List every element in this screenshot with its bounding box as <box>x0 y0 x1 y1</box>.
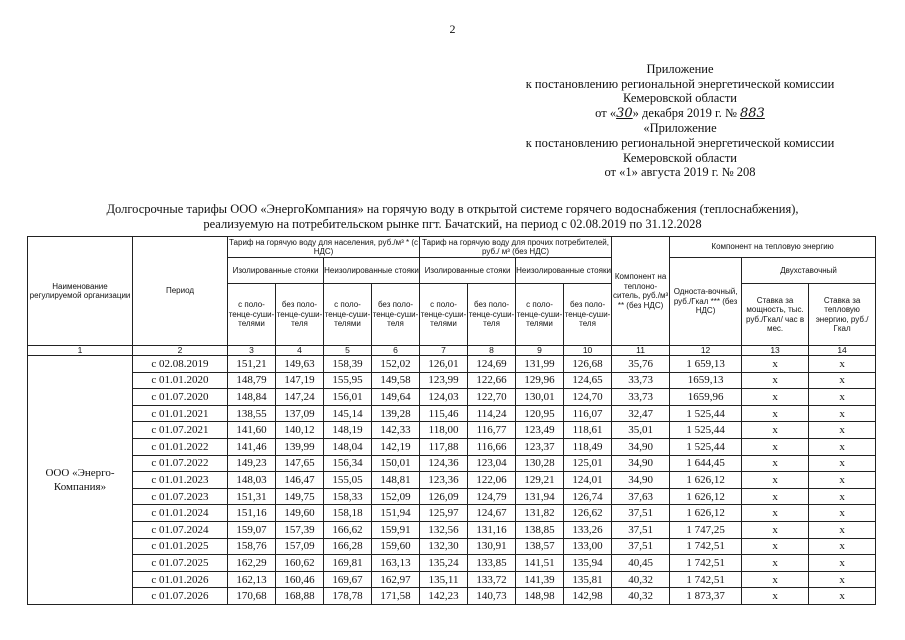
header-with-towel: с поло-тенце-суши-телями <box>516 284 564 346</box>
table-cell: х <box>742 405 809 422</box>
table-cell: 124,36 <box>420 455 468 472</box>
table-cell: 171,58 <box>372 588 420 605</box>
table-cell: 1 742,51 <box>670 555 742 572</box>
period-cell: с 01.01.2024 <box>133 505 228 522</box>
table-cell: 1 747,25 <box>670 521 742 538</box>
table-cell: х <box>742 455 809 472</box>
table-cell: 149,75 <box>276 488 324 505</box>
table-cell: 132,56 <box>420 521 468 538</box>
table-cell: 133,00 <box>564 538 612 555</box>
period-cell: с 01.01.2020 <box>133 372 228 389</box>
table-cell: 124,67 <box>468 505 516 522</box>
table-cell: 142,23 <box>420 588 468 605</box>
header-one-rate: Односта-вочный, руб./Гкал *** (без НДС) <box>670 258 742 346</box>
table-cell: 35,76 <box>612 356 670 373</box>
table-cell: 152,09 <box>372 488 420 505</box>
header-heat-carrier: Компонент на теплоно-ситель, руб./м³ ** (без НДС) <box>612 237 670 346</box>
table-cell: 1 626,12 <box>670 505 742 522</box>
table-cell: х <box>742 538 809 555</box>
table-row <box>28 521 876 538</box>
table-row <box>28 472 876 489</box>
header-tariff-population: Тариф на горячую воду для населения, руб./м³ * (с НДС) <box>229 237 418 256</box>
table-cell: 151,21 <box>228 356 276 373</box>
period-cell: с 01.07.2025 <box>133 555 228 572</box>
header-tariff-other: Тариф на горячую воду для прочих потребителей, руб./ м³ (без НДС) <box>420 237 612 258</box>
table-cell: х <box>742 372 809 389</box>
table-cell: 146,47 <box>276 472 324 489</box>
table-cell: 1 525,44 <box>670 405 742 422</box>
table-cell: 33,73 <box>612 389 670 406</box>
table-cell: 162,13 <box>228 571 276 588</box>
page-number: 2 <box>449 22 456 36</box>
table-cell: х <box>742 438 809 455</box>
table-cell: 124,03 <box>420 389 468 406</box>
table-cell: 142,19 <box>372 438 420 455</box>
table-row <box>28 438 876 455</box>
column-number: 14 <box>809 346 876 356</box>
table-cell: х <box>742 555 809 572</box>
table-cell: 157,39 <box>276 521 324 538</box>
table-cell: 147,19 <box>276 372 324 389</box>
table-cell: 148,98 <box>516 588 564 605</box>
header-with-towel: с поло-тенце-суши-телями <box>420 284 468 346</box>
table-cell: х <box>809 521 876 538</box>
table-cell: х <box>809 571 876 588</box>
table-cell: 140,12 <box>276 422 324 439</box>
table-cell: 1659,96 <box>670 389 742 406</box>
table-cell: 142,98 <box>564 588 612 605</box>
table-cell: 40,32 <box>612 588 670 605</box>
table-cell: 166,62 <box>324 521 372 538</box>
table-cell: 124,69 <box>468 356 516 373</box>
column-number: 9 <box>516 346 564 356</box>
header-period: Период <box>133 237 228 346</box>
table-cell: 122,06 <box>468 472 516 489</box>
table-row <box>28 422 876 439</box>
column-number: 3 <box>228 346 276 356</box>
table-cell: 131,99 <box>516 356 564 373</box>
table-row <box>28 356 876 373</box>
table-cell: 1 659,13 <box>670 356 742 373</box>
table-cell: 159,07 <box>228 521 276 538</box>
table-cell: 138,55 <box>228 405 276 422</box>
table-cell: 145,14 <box>324 405 372 422</box>
table-cell: 130,28 <box>516 455 564 472</box>
table-cell: 159,60 <box>372 538 420 555</box>
annex-title: Приложение <box>646 62 714 76</box>
table-row <box>28 372 876 389</box>
table-row <box>28 555 876 572</box>
table-cell: 1 742,51 <box>670 571 742 588</box>
table-cell: 157,09 <box>276 538 324 555</box>
header-energy-rate: Ставка за тепловую энергию, руб./Гкал <box>809 284 876 346</box>
column-number: 11 <box>612 346 670 356</box>
table-cell: 40,45 <box>612 555 670 572</box>
table-row <box>28 455 876 472</box>
table-cell: 148,03 <box>228 472 276 489</box>
table-cell: 126,62 <box>564 505 612 522</box>
table-cell: 37,51 <box>612 505 670 522</box>
period-cell: с 02.08.2019 <box>133 356 228 373</box>
table-cell: х <box>742 472 809 489</box>
table-cell: 149,63 <box>276 356 324 373</box>
title-line-2: реализуемую на потребительском рынке пгт. Бачатский, на период с 02.08.2019 по 31.12.2028 <box>203 216 702 231</box>
table-cell: 131,94 <box>516 488 564 505</box>
table-body <box>28 356 876 605</box>
table-cell: х <box>809 588 876 605</box>
table-cell: 135,11 <box>420 571 468 588</box>
column-number-row <box>28 346 876 356</box>
period-cell: с 01.07.2024 <box>133 521 228 538</box>
table-cell: 35,01 <box>612 422 670 439</box>
table-cell: 150,01 <box>372 455 420 472</box>
prev-annex-resolution-line: к постановлению региональной энергетической комиссии <box>525 135 835 150</box>
table-cell: 140,73 <box>468 588 516 605</box>
column-number: 8 <box>468 346 516 356</box>
table-cell: 139,28 <box>372 405 420 422</box>
prev-annex-date-line: от «1» августа 2019 г. № 208 <box>604 165 756 180</box>
table-cell: 126,09 <box>420 488 468 505</box>
table-cell: 114,24 <box>468 405 516 422</box>
table-cell: 158,76 <box>228 538 276 555</box>
table-cell: 169,67 <box>324 571 372 588</box>
table-cell: 147,65 <box>276 455 324 472</box>
table-cell: х <box>742 356 809 373</box>
table-cell: 155,05 <box>324 472 372 489</box>
table-cell: 120,95 <box>516 405 564 422</box>
table-cell: х <box>809 488 876 505</box>
table-cell: 123,99 <box>420 372 468 389</box>
header-isolated: Изолированные стояки <box>420 258 516 284</box>
table-cell: 141,51 <box>516 555 564 572</box>
header-nonisolated: Неизолированные стояки <box>324 258 420 284</box>
table-row <box>28 488 876 505</box>
table-cell: 124,70 <box>564 389 612 406</box>
table-cell: 148,04 <box>324 438 372 455</box>
prev-annex-title: «Приложение <box>643 121 717 136</box>
table-cell: 131,82 <box>516 505 564 522</box>
table-cell: 139,99 <box>276 438 324 455</box>
table-cell: 1 626,12 <box>670 488 742 505</box>
table-cell: 149,58 <box>372 372 420 389</box>
table-cell: 135,94 <box>564 555 612 572</box>
header-isolated: Изолированные стояки <box>228 258 324 284</box>
table-cell: х <box>742 571 809 588</box>
table-cell: 133,26 <box>564 521 612 538</box>
table-cell: 123,36 <box>420 472 468 489</box>
period-cell: с 01.01.2022 <box>133 438 228 455</box>
column-number: 6 <box>372 346 420 356</box>
table-row <box>28 571 876 588</box>
period-cell: с 01.01.2025 <box>133 538 228 555</box>
period-cell: с 01.01.2021 <box>133 405 228 422</box>
table-cell: 33,73 <box>612 372 670 389</box>
table-cell: 122,66 <box>468 372 516 389</box>
header-without-towel: без поло-тенце-суши-теля <box>564 284 612 346</box>
table-cell: 125,01 <box>564 455 612 472</box>
period-cell: с 01.01.2023 <box>133 472 228 489</box>
table-cell: 148,84 <box>228 389 276 406</box>
table-row <box>28 505 876 522</box>
annex-resolution-line: к постановлению региональной энергетической комиссии <box>525 76 835 91</box>
header-heat-energy: Компонент на тепловую энергию <box>670 237 876 258</box>
table-cell: 115,46 <box>420 405 468 422</box>
table-cell: 122,70 <box>468 389 516 406</box>
table-cell: 1 644,45 <box>670 455 742 472</box>
table-cell: 1659,13 <box>670 372 742 389</box>
table-cell: 156,34 <box>324 455 372 472</box>
table-cell: 141,60 <box>228 422 276 439</box>
table-cell: х <box>742 588 809 605</box>
table-cell: 123,04 <box>468 455 516 472</box>
table-cell: 124,79 <box>468 488 516 505</box>
table-cell: 158,18 <box>324 505 372 522</box>
table-cell: 138,85 <box>516 521 564 538</box>
table-cell: 123,49 <box>516 422 564 439</box>
table-cell: 126,68 <box>564 356 612 373</box>
table-cell: х <box>809 405 876 422</box>
table-cell: 141,39 <box>516 571 564 588</box>
table-cell: 148,79 <box>228 372 276 389</box>
table-cell: 118,61 <box>564 422 612 439</box>
column-number: 1 <box>28 346 133 356</box>
table-row <box>28 588 876 605</box>
table-cell: 160,46 <box>276 571 324 588</box>
column-number: 5 <box>324 346 372 356</box>
table-cell: 151,94 <box>372 505 420 522</box>
table-cell: х <box>809 455 876 472</box>
tariff-table <box>27 236 876 605</box>
table-cell: 125,97 <box>420 505 468 522</box>
header-org: Наименование регулируемой организации <box>28 237 133 346</box>
annex-date-line: от «30» декабря 2019 г. № 883 <box>595 105 765 121</box>
table-cell: 129,21 <box>516 472 564 489</box>
table-cell: 32,47 <box>612 405 670 422</box>
header-nonisolated: Неизолированные стояки <box>516 258 612 284</box>
table-cell: 124,01 <box>564 472 612 489</box>
table-cell: 133,85 <box>468 555 516 572</box>
table-cell: х <box>742 488 809 505</box>
table-cell: 118,49 <box>564 438 612 455</box>
table-cell: х <box>809 422 876 439</box>
table-cell: 148,19 <box>324 422 372 439</box>
table-cell: 132,30 <box>420 538 468 555</box>
table-cell: 131,16 <box>468 521 516 538</box>
table-cell: 160,62 <box>276 555 324 572</box>
table-cell: х <box>809 372 876 389</box>
table-cell: 1 742,51 <box>670 538 742 555</box>
org-name-cell: ООО «Энерго-Компания» <box>28 356 133 605</box>
table-cell: 40,32 <box>612 571 670 588</box>
header-without-towel: без поло-тенце-суши-теля <box>276 284 324 346</box>
table-cell: 117,88 <box>420 438 468 455</box>
table-cell: 159,91 <box>372 521 420 538</box>
table-cell: 151,16 <box>228 505 276 522</box>
period-cell: с 01.01.2026 <box>133 571 228 588</box>
header-without-towel: без поло-тенце-суши-теля <box>372 284 420 346</box>
column-number: 13 <box>742 346 809 356</box>
table-cell: 158,33 <box>324 488 372 505</box>
table-cell: х <box>742 422 809 439</box>
table-cell: 178,78 <box>324 588 372 605</box>
table-cell: 156,01 <box>324 389 372 406</box>
title-line-1: Долгосрочные тарифы ООО «ЭнергоКомпания» на горячую воду в открытой системе горячего водоснабжения (теплоснабжения), <box>106 202 799 216</box>
table-cell: х <box>809 538 876 555</box>
table-cell: 116,77 <box>468 422 516 439</box>
table-cell: 135,81 <box>564 571 612 588</box>
column-number: 4 <box>276 346 324 356</box>
table-cell: 155,95 <box>324 372 372 389</box>
table-cell: 123,37 <box>516 438 564 455</box>
document-title <box>0 202 905 231</box>
column-number: 10 <box>564 346 612 356</box>
table-cell: 1 525,44 <box>670 438 742 455</box>
table-cell: 138,57 <box>516 538 564 555</box>
table-cell: х <box>809 389 876 406</box>
table-cell: 168,88 <box>276 588 324 605</box>
header-without-towel: без поло-тенце-суши-теля <box>468 284 516 346</box>
table-cell: 34,90 <box>612 455 670 472</box>
table-cell: 152,02 <box>372 356 420 373</box>
annex-region-line: Кемеровской области <box>622 91 738 106</box>
handwritten-day: 30 <box>616 105 633 121</box>
table-cell: 1 525,44 <box>670 422 742 439</box>
table-cell: 149,64 <box>372 389 420 406</box>
table-cell: 166,28 <box>324 538 372 555</box>
table-cell: 158,39 <box>324 356 372 373</box>
table-cell: 141,46 <box>228 438 276 455</box>
table-cell: 126,01 <box>420 356 468 373</box>
table-cell: 162,97 <box>372 571 420 588</box>
header-power-rate: Ставка за мощность, тыс. руб./Гкал/ час в мес. <box>742 284 809 346</box>
table-cell: х <box>742 521 809 538</box>
table-cell: 163,13 <box>372 555 420 572</box>
table-cell: 37,63 <box>612 488 670 505</box>
period-cell: с 01.07.2020 <box>133 389 228 406</box>
period-cell: с 01.07.2023 <box>133 488 228 505</box>
table-row <box>28 405 876 422</box>
table-row <box>28 538 876 555</box>
table-cell: 129,96 <box>516 372 564 389</box>
table-cell: 170,68 <box>228 588 276 605</box>
table-cell: 151,31 <box>228 488 276 505</box>
table-cell: х <box>742 505 809 522</box>
header-with-towel: с поло-тенце-суши-телями <box>228 284 276 346</box>
column-number: 2 <box>133 346 228 356</box>
table-cell: х <box>809 472 876 489</box>
table-cell: 124,65 <box>564 372 612 389</box>
table-cell: 137,09 <box>276 405 324 422</box>
column-number: 7 <box>420 346 468 356</box>
column-number: 12 <box>670 346 742 356</box>
table-cell: х <box>742 389 809 406</box>
period-cell: с 01.07.2026 <box>133 588 228 605</box>
table-cell: 148,81 <box>372 472 420 489</box>
table-cell: 147,24 <box>276 389 324 406</box>
prev-annex-region-line: Кемеровской области <box>622 150 738 165</box>
table-cell: х <box>809 356 876 373</box>
table-cell: 133,72 <box>468 571 516 588</box>
table-cell: 37,51 <box>612 538 670 555</box>
table-cell: х <box>809 505 876 522</box>
handwritten-number: 883 <box>740 105 765 121</box>
table-cell: 130,91 <box>468 538 516 555</box>
table-cell: 37,51 <box>612 521 670 538</box>
table-cell: 116,07 <box>564 405 612 422</box>
table-cell: 1 873,37 <box>670 588 742 605</box>
table-cell: 130,01 <box>516 389 564 406</box>
table-cell: 118,00 <box>420 422 468 439</box>
table-cell: 142,33 <box>372 422 420 439</box>
table-cell: 169,81 <box>324 555 372 572</box>
table-cell: 116,66 <box>468 438 516 455</box>
table-row <box>28 389 876 406</box>
table-cell: 1 626,12 <box>670 472 742 489</box>
period-cell: с 01.07.2022 <box>133 455 228 472</box>
table-cell: 126,74 <box>564 488 612 505</box>
table-cell: 149,60 <box>276 505 324 522</box>
table-cell: х <box>809 438 876 455</box>
header-two-rate: Двухставочный <box>742 258 876 284</box>
period-cell: с 01.07.2021 <box>133 422 228 439</box>
table-cell: 34,90 <box>612 472 670 489</box>
table-cell: 135,24 <box>420 555 468 572</box>
table-cell: 149,23 <box>228 455 276 472</box>
table-cell: 34,90 <box>612 438 670 455</box>
table-cell: 162,29 <box>228 555 276 572</box>
header-with-towel: с поло-тенце-суши-телями <box>324 284 372 346</box>
annex-header <box>460 62 900 180</box>
table-cell: х <box>809 555 876 572</box>
